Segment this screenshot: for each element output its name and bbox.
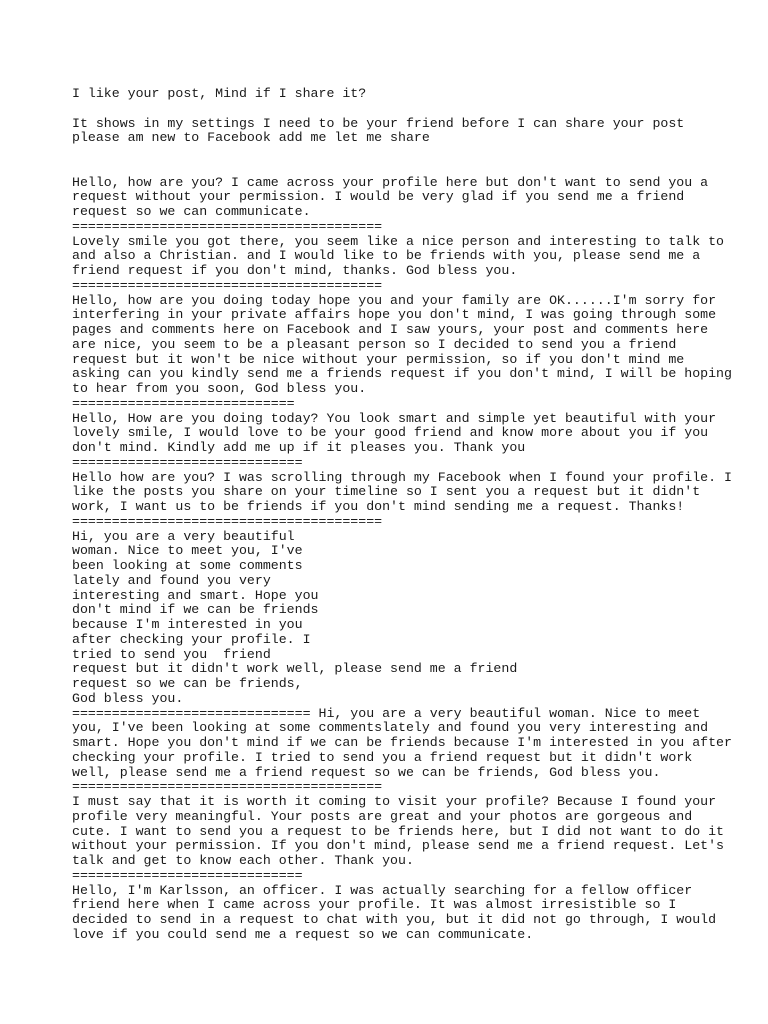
paragraph-spacer xyxy=(72,102,762,117)
message-templates-body: Hello, how are you? I came across your profile here but don't want to send you a request without your permission. I would be very glad if you send me a friend request so we can communicate. ======================================= Lovely smile you got there, you seem like a nice person and interesting to talk to and also a Christian. and I would like to be friends with you, please send me a friend request if you don't mind, thanks. God bless you. ======================================= Hello, how are you doing today hope you and your family are OK......I'm sorry for interfering in your private affairs hope you don't mind, I was going through some pages and comments here on Facebook and I saw yours, your post and comments here are nice, you seem to be a pleasant person so I decided to send you a friend request but it won't be nice without your permission, so if you don't mind me asking can you kindly send me a friends request if you don't mind, I will be hoping to hear from you soon, God bless you. ============================ Hello, How are you doing today? You look smart and simple yet beautiful with your lovely smile, I would love to be your good friend and know more about you if you don't mind. Kindly add me up if it pleases you. Thank you ============================= Hello how are you? I was scrolling through my Facebook when I found your profile. I like the posts you share on your timeline so I sent you a request but it didn't work, I want us to be friends if you don't mind sending me a request. Thanks! ======================================= Hi, you are a very beautiful woman. Nice to meet you, I've been looking at some comments lately and found you very interesting and smart. Hope you don't mind if we can be friends because I'm interested in you after checking your profile. I tried to send you friend request but it didn't work well, please send me a friend request so we can be friends, God bless you. ============================== Hi, you are a very beautiful woman. Nice to meet you, I've been looking at some commentslately and found you very interesting and smart. Hope you don't mind if we can be friends because I'm interested in you after checking your profile. I tried to send you a friend request but it didn't work well, please send me a friend request so we can be friends, God bless you. ======================================= I must say that it is worth it coming to visit your profile? Because I found your profile very meaningful. Your posts are great and your photos are gorgeous and cute. I want to send you a request to be friends here, but I did not want to do it without your permission. If you don't mind, please send me a friend request. Let's talk and get to know each other. Thank you. ============================= Hello, I'm Karlsson, an officer. I was actually searching for a fellow officer friend here when I came across your profile. It was almost irresistible so I decided to send in a request to chat with you, but it did not go through, I would love if you could send me a request so we can communicate. xyxy=(72,174,732,942)
paragraph-spacer xyxy=(72,146,762,176)
document-page xyxy=(72,87,762,943)
intro-line-share: I like your post, Mind if I share it? xyxy=(72,86,367,101)
intro-paragraph-settings: It shows in my settings I need to be your friend before I can share your post please am new to Facebook add me let me share xyxy=(72,115,685,146)
